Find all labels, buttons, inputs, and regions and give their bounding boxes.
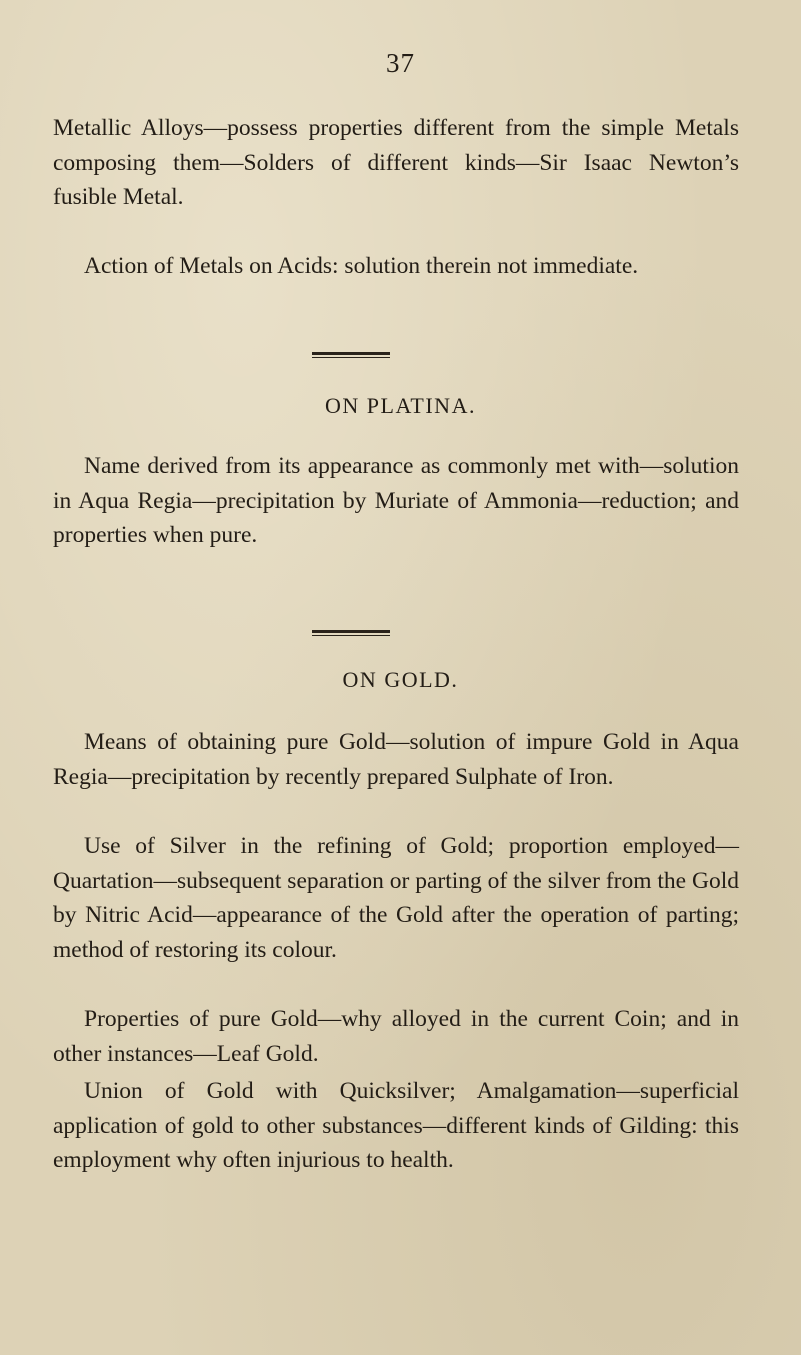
paragraph-gold-obtaining: Means of obtaining pure Gold—solution of impure Gold in Aqua Regia—precipitation by recently prepared Sulphate of Iron. [53,729,739,790]
paragraph-gold-refining: Use of Silver in the refining of Gold; proportion employed—Quartation—subsequent separation or parting of the silver from the Gold by Nitric Acid—appearance of the Gold after the operation of parting; method of restoring its colour. [53,833,739,963]
paragraph-gold-properties: Properties of pure Gold—why alloyed in the current Coin; and in other instances—Leaf Gold. [53,1006,739,1067]
section-heading-platina: ON PLATINA. [325,393,476,418]
section-heading-gold: ON GOLD. [342,667,459,692]
paragraph-action-of-metals-on-acids: Action of Metals on Acids: solution therein not immediate. [84,253,639,279]
section-divider [312,352,390,358]
paragraph-gold-quicksilver: Union of Gold with Quicksilver; Amalgamation—superficial application of gold to other substances—different kinds of Gilding: this employment why often injurious to health. [53,1078,739,1174]
paragraph-platina: Name derived from its appearance as commonly met with—solution in Aqua Regia—precipitation by Muriate of Ammonia—reduction; and properties when pure. [53,453,739,549]
page-number: 37 [386,48,415,78]
section-divider [312,630,390,636]
paragraph-metallic-alloys: Metallic Alloys—possess properties different from the simple Metals composing them—Solders of different kinds—Sir Isaac Newton’s fusible Metal. [53,115,739,211]
